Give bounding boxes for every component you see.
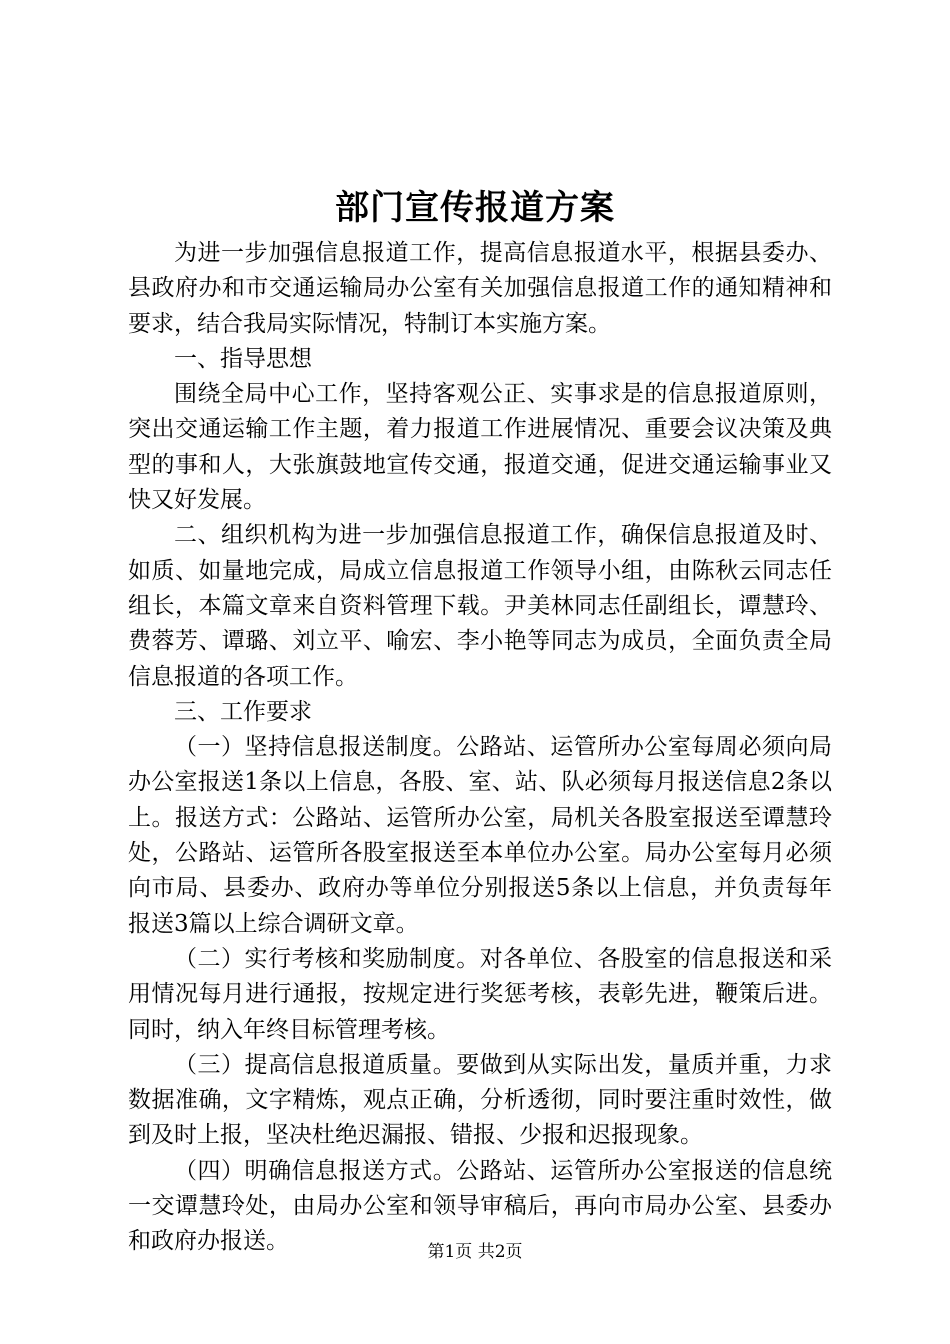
requirement-4-paragraph: （四）明确信息报送方式。公路站、运管所办公室报送的信息统一交谭慧玲处，由局办公室和领导审稿后，再向市局办公室、县委办和政府办报送。 xyxy=(128,1157,832,1255)
section-heading-guiding-ideology: 一、指导思想 xyxy=(174,345,312,372)
section-heading-work-requirements: 三、工作要求 xyxy=(174,698,312,725)
requirement-1-paragraph: （一）坚持信息报送制度。公路站、运管所办公室每周必须向局办公室报送1条以上信息，各股、室、站、队必须每月报送信息2条以上。报送方式：公路站、运管所办公室，局机关各股室报送至谭慧玲处，公路站、运管所各股室报送至本单位办公室。局办公室每月必须向市局、县委办、政府办等单位分别报送5条以上信息，并负责每年报送3篇以上综合调研文章。 xyxy=(128,734,832,937)
organization-paragraph: 二、组织机构为进一步加强信息报道工作，确保信息报道及时、如质、如量地完成，局成立信息报道工作领导小组，由陈秋云同志任组长，本篇文章来自资料管理下载。尹美林同志任副组长，谭慧玲、费蓉芳、谭璐、刘立平、喻宏、李小艳等同志为成员，全面负责全局信息报道的各项工作。 xyxy=(128,522,832,690)
requirement-2-paragraph: （二）实行考核和奖励制度。对各单位、各股室的信息报送和采用情况每月进行通报，按规定进行奖惩考核，表彰先进，鞭策后进。同时，纳入年终目标管理考核。 xyxy=(128,945,832,1043)
document-body xyxy=(128,236,832,1260)
guiding-ideology-paragraph: 围绕全局中心工作，坚持客观公正、实事求是的信息报道原则，突出交通运输工作主题，着力报道工作进展情况、重要会议决策及典型的事和人，大张旗鼓地宣传交通，报道交通，促进交通运输事业又快又好发展。 xyxy=(128,381,832,514)
requirement-3-paragraph: （三）提高信息报道质量。要做到从实际出发，量质并重，力求数据准确，文字精炼，观点正确，分析透彻，同时要注重时效性，做到及时上报，坚决杜绝迟漏报、错报、少报和迟报现象。 xyxy=(128,1051,832,1149)
page-number-footer: 第1页 共2页 xyxy=(427,1242,523,1262)
document-title: 部门宣传报道方案 xyxy=(335,188,615,228)
intro-paragraph: 为进一步加强信息报道工作，提高信息报道水平，根据县委办、县政府办和市交通运输局办公室有关加强信息报道工作的通知精神和要求，结合我局实际情况，特制订本实施方案。 xyxy=(128,240,832,337)
